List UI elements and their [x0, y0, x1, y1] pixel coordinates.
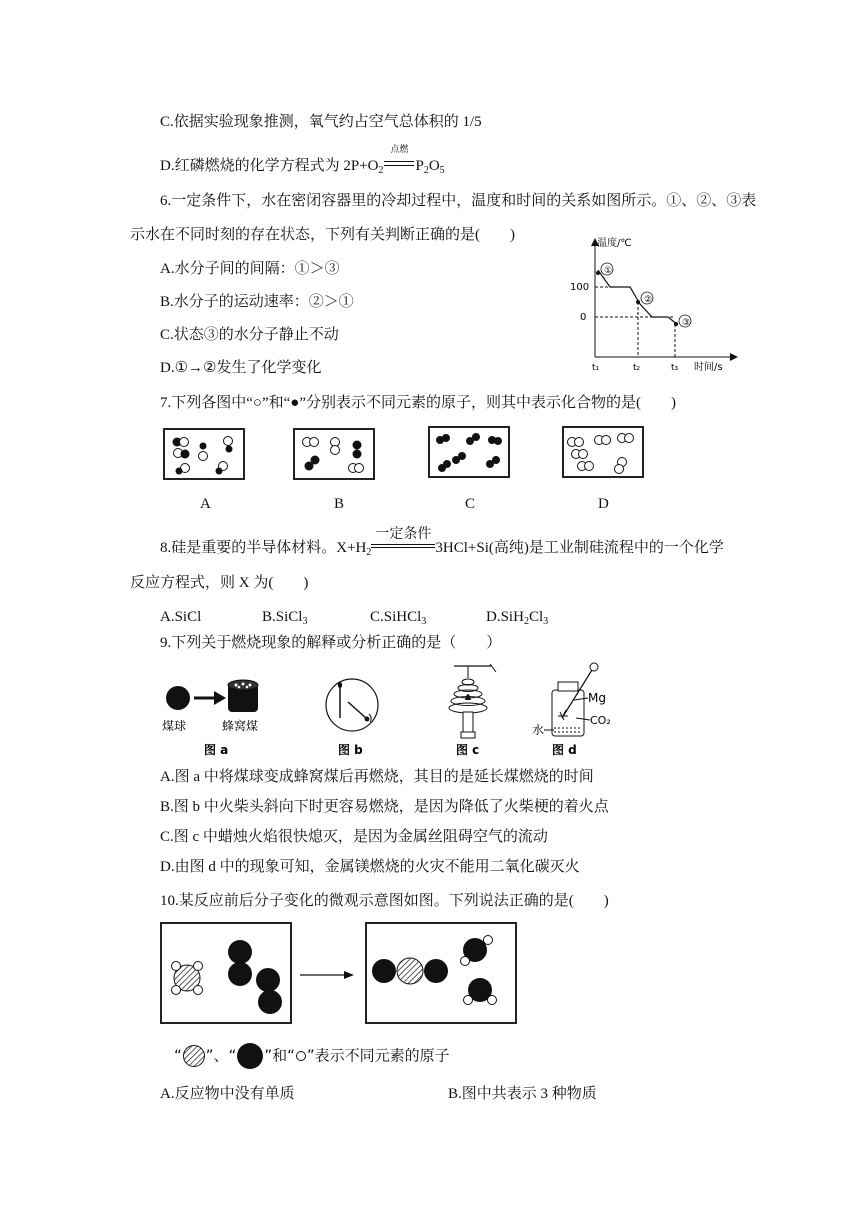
co2-label: CO₂	[590, 714, 611, 727]
graph-xtick-t3: t₃	[671, 363, 679, 373]
q6-option-b: B.水分子的运动速率：②＞①	[160, 294, 354, 310]
graph-point-1: ①	[604, 266, 613, 276]
coal-ball-label: 煤球	[162, 719, 187, 733]
q9-figure-d	[530, 660, 630, 760]
q8-stem-line2: 反应方程式，则 X 为( )	[130, 575, 309, 591]
q7-label-d: D	[598, 496, 609, 512]
reaction-condition: 一定条件	[375, 527, 432, 542]
q8-option-a: A.SiCl	[160, 609, 202, 625]
graph-xlabel: 时间/s	[694, 362, 723, 373]
q6-option-c: C.状态③的水分子静止不动	[160, 327, 339, 343]
q6-option-a: A.水分子间的间隔：①＞③	[160, 261, 340, 277]
q8-option-b: B.SiCl$_3$	[262, 609, 308, 627]
q8-option-d: $D.SiH_2Cl_3$	[486, 609, 549, 627]
q6-stem-line1: 6.一定条件下，水在密闭容器里的冷却过程中，温度和时间的关系如图所示。①、②、③表	[160, 193, 757, 209]
q7-label-b: B	[334, 496, 345, 512]
honeycomb-coal-label: 蜂窝煤	[222, 719, 259, 733]
q9-stem: 9.下列关于燃烧现象的解释或分析正确的是（ ）	[160, 635, 502, 651]
q7-figure-d	[562, 426, 644, 478]
q10-option-b: B.图中共表示 3 种物质	[448, 1086, 597, 1102]
mg-label: Mg	[588, 691, 606, 705]
fig-b-caption: 图 b	[338, 743, 363, 757]
reaction-condition: 点燃	[390, 144, 409, 154]
q5-option-d: D.红磷燃烧的化学方程式为 $2P+O_2$ 点燃 $P_2O_5$	[160, 144, 445, 176]
q5-option-c: C.依据实验现象推测，氧气约占空气总体积的 1/5	[160, 114, 482, 130]
cooling-curve-graph	[560, 232, 740, 372]
graph-xtick-t2: t₂	[633, 363, 641, 373]
q10-option-a: A.反应物中没有单质	[160, 1086, 295, 1102]
q8-option-c: C.SiHCl$_3$	[370, 609, 427, 627]
q9-figure-c	[432, 660, 512, 760]
fig-a-caption: 图 a	[204, 743, 229, 757]
q10-reaction-diagram	[160, 920, 520, 1030]
fig-d-caption: 图 d	[552, 743, 577, 757]
graph-ytick-100: 100	[570, 282, 590, 293]
white-atom-icon	[295, 1050, 307, 1062]
q6-stem-line2: 示水在不同时刻的存在状态，下列有关判断正确的是( )	[130, 227, 515, 243]
graph-ylabel: 温度/℃	[597, 238, 632, 249]
q7-label-c: C	[465, 496, 476, 512]
q9-figure-b	[310, 672, 390, 760]
graph-point-3: ③	[682, 318, 691, 328]
q7-stem: 7.下列各图中“○”和“●”分别表示不同元素的原子，则其中表示化合物的是( )	[160, 395, 676, 411]
q10-legend: “ ”、“ ”和“ ”表示不同元素的原子	[174, 1042, 450, 1070]
graph-point-2: ②	[644, 295, 653, 305]
q9-option-d: D.由图 d 中的现象可知，金属镁燃烧的火灾不能用二氧化碳灭火	[160, 859, 580, 875]
fig-c-caption: 图 c	[456, 743, 480, 757]
hatched-atom-icon	[182, 1044, 206, 1068]
q7-figure-b	[293, 428, 375, 480]
water-label: 水	[532, 723, 545, 737]
q9-option-b: B.图 b 中火柴头斜向下时更容易燃烧，是因为降低了火柴梗的着火点	[160, 799, 609, 815]
q10-stem: 10.某反应前后分子变化的微观示意图如图。下列说法正确的是( )	[160, 893, 609, 909]
q9-figure-a	[160, 672, 280, 760]
q7-label-a: A	[200, 496, 211, 512]
black-atom-icon	[236, 1042, 264, 1070]
q7-figure-c	[428, 426, 510, 478]
q8-stem-line1: 8.硅是重要的半导体材料。$X+H_2$ 一定条件 3HCl+Si(高纯)是工业制硅流程中的一个化学	[160, 527, 724, 558]
q6-option-d: D.①→②发生了化学变化	[160, 360, 322, 376]
q9-option-a: A.图 a 中将煤球变成蜂窝煤后再燃烧，其目的是延长煤燃烧的时间	[160, 769, 594, 785]
graph-xtick-t1: t₁	[592, 363, 600, 373]
graph-ytick-0: 0	[580, 312, 587, 323]
reaction-arrow	[371, 527, 435, 552]
q7-figure-a	[163, 428, 245, 480]
q9-option-c: C.图 c 中蜡烛火焰很快熄灭，是因为金属丝阻碍空气的流动	[160, 829, 548, 845]
